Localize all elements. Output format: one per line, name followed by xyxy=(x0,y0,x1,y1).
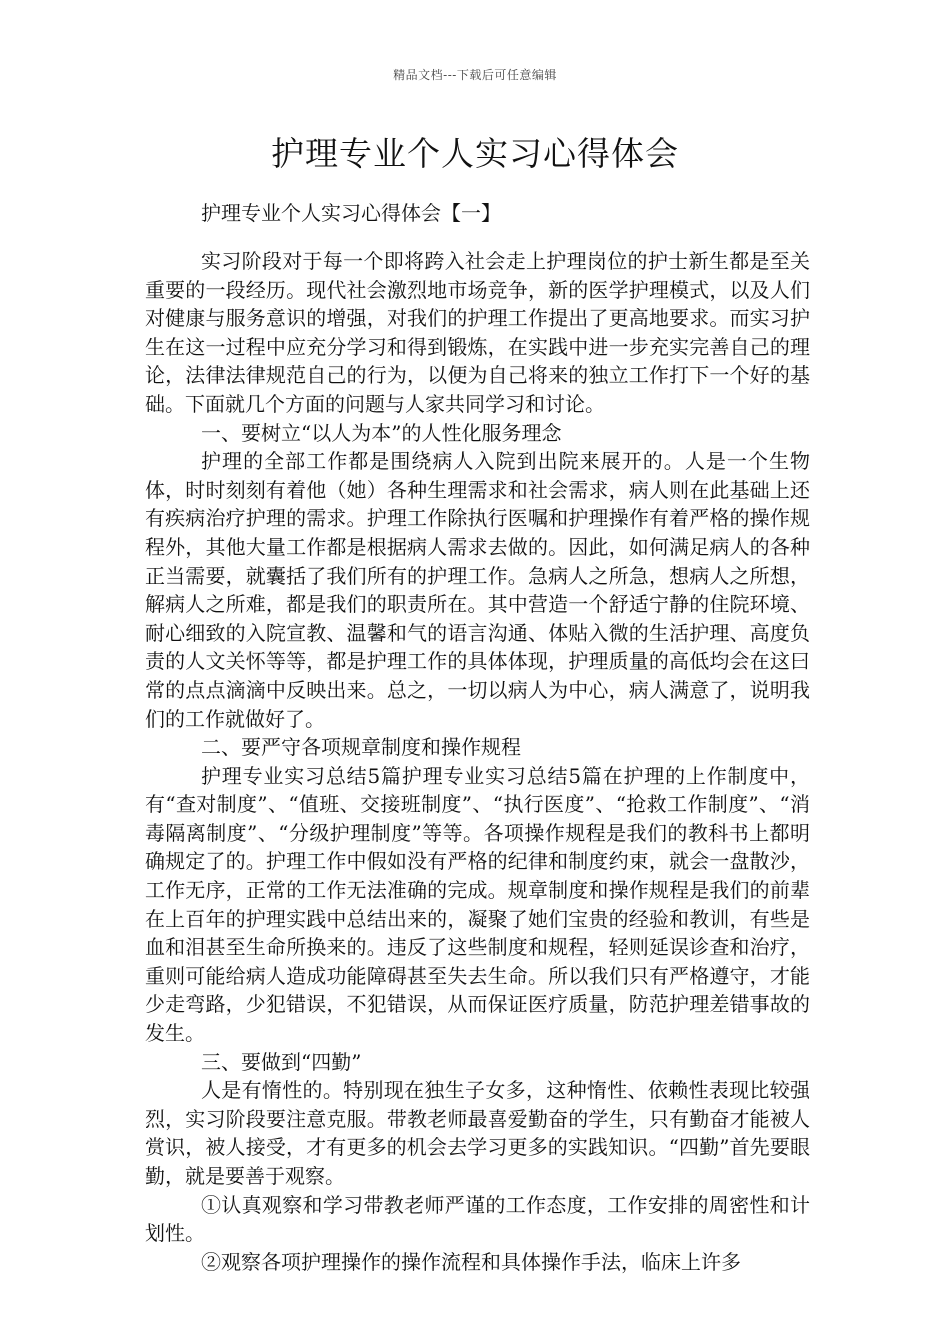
paragraph-section-1: 护理的全部工作都是围绕病人入院到出院来展开的。人是一个生物体，时时刻刻有着他（她）各种生理需求和社会需求，病人则在此基础上还有疾病治疗护理的需求。护理工作除执行医嘱和护理操作有着严格的操作规程外，其他大量工作都是根据病人需求去做的。因此，如何满足病人的各种正当需要，就囊括了我们所有的护理工作。急病人之所急，想病人之所想，解病人之所难，都是我们的职责所在。其中营造一个舒适宁静的住院环境、耐心细致的入院宣教、温馨和气的语言沟通、体贴入微的生活护理、高度负责的人文关怀等等，都是护理工作的具体体现，护理质量的高低均会在这曰常的点点滴滴中反映出来。总之，一切以病人为中心，病人满意了，说明我们的工作就做好了。 xyxy=(145,449,810,731)
section-heading-2: 二、要严守各项规章制度和操作规程 xyxy=(201,735,521,760)
document-title: 护理专业个人实习心得体会 xyxy=(271,134,679,173)
document-subtitle: 护理专业个人实习心得体会【一】 xyxy=(201,201,501,225)
list-item-1: ①认真观察和学习带教老师严谨的工作态度，工作安排的周密性和计划性。 xyxy=(145,1192,810,1246)
document-body xyxy=(145,247,810,1276)
list-item-2: ②观察各项护理操作的操作流程和具体操作手法，临床上许多 xyxy=(201,1249,741,1274)
section-heading-3: 三、要做到“四勤” xyxy=(201,1049,362,1074)
paragraph-section-3: 人是有惰性的。特别现在独生子女多，这种惰性、依赖性表现比较强烈，实习阶段要注意克服。带教老师最喜爱勤奋的学生，只有勤奋才能被人赏识，被人接受，才有更多的机会去学习更多的实践知识。“四勤”首先要眼勤，就是要善于观察。 xyxy=(145,1078,810,1188)
page-header-note: 精品文档---下载后可任意编辑 xyxy=(393,68,557,82)
paragraph-section-2: 护理专业实习总结5篇护理专业实习总结5篇在护理的上作制度中，有“查对制度”、“值班、交接班制度”、“执行医度”、“抢救工作制度”、“消毒隔离制度”、“分级护理制度”等等。各项操作规程是我们的教科书上都明确规定了的。护理工作中假如没有严格的纪律和制度约束，就会一盘散沙，工作无序，正常的工作无法准确的完成。规章制度和操作规程是我们的前辈在上百年的护理实践中总结出来的，凝聚了她们宝贵的经验和教训，有些是血和泪甚至生命所换来的。违反了这些制度和规程，轻则延误诊查和治疗，重则可能给病人造成功能障碍甚至失去生命。所以我们只有严格遵守，才能少走弯路，少犯错误，不犯错误，从而保证医疗质量，防范护理差错事故的发生。 xyxy=(145,763,810,1046)
paragraph-intro: 实习阶段对于每一个即将跨入社会走上护理岗位的护士新生都是至关重要的一段经历。现代社会激烈地市场竞争，新的医学护理模式，以及人们对健康与服务意识的增强，对我们的护理工作提出了更高地要求。而实习护生在这一过程中应充分学习和得到锻炼，在实践中进一步充实完善自己的理论，法律法律规范自己的行为，以便为自己将来的独立工作打下一个好的基础。下面就几个方面的问题与人家共同学习和讨论。 xyxy=(145,249,810,416)
section-heading-1: 一、要树立“以人为本”的人性化服务理念 xyxy=(201,420,562,445)
